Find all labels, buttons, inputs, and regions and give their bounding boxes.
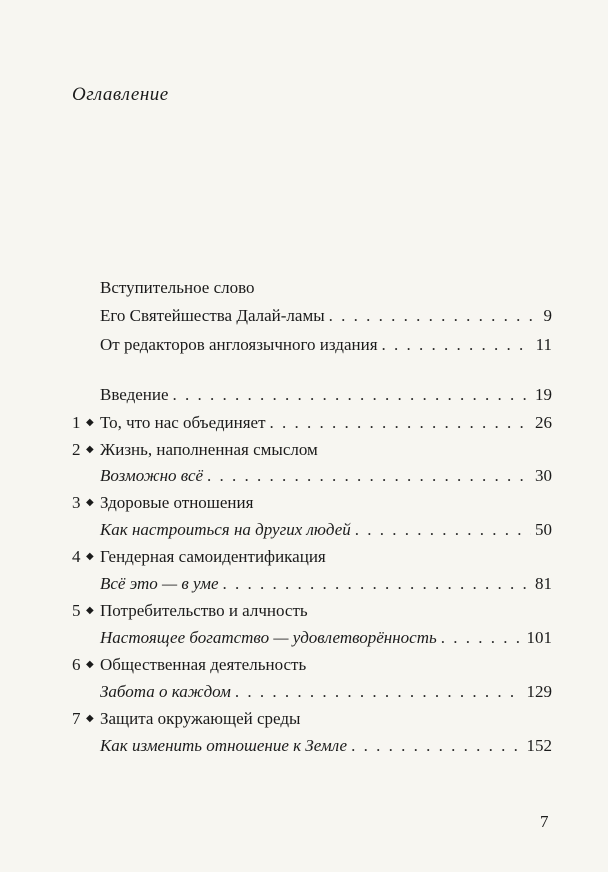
toc-entry-text: Введение bbox=[100, 385, 169, 404]
leader-dots bbox=[223, 572, 531, 596]
toc-page-number: 50 bbox=[535, 520, 552, 539]
toc-entry-chapter-4[interactable] bbox=[72, 572, 552, 596]
diamond-bullet-icon: ◆ bbox=[86, 713, 94, 724]
toc-page-number: 19 bbox=[535, 385, 552, 404]
diamond-bullet-icon: ◆ bbox=[86, 444, 94, 455]
toc-entry-chapter-2-title bbox=[72, 438, 552, 462]
chapter-number: 4 bbox=[72, 547, 81, 566]
toc-entry-text: От редакторов англоязычного издания bbox=[100, 335, 378, 354]
toc-entry-chapter-7-title bbox=[72, 707, 552, 731]
chapter-number: 5 bbox=[72, 601, 81, 620]
chapter-title: Жизнь, наполненная смыслом bbox=[100, 440, 318, 459]
chapter-number: 3 bbox=[72, 493, 81, 512]
diamond-bullet-icon: ◆ bbox=[86, 659, 94, 670]
toc-entry-chapter-3[interactable] bbox=[72, 518, 552, 542]
toc-page-number: 129 bbox=[526, 682, 552, 701]
leader-dots bbox=[351, 734, 522, 758]
toc-entry-chapter-6-title bbox=[72, 653, 552, 677]
chapter-subtitle: Всё это — в уме bbox=[100, 574, 219, 593]
leader-dots bbox=[329, 304, 540, 328]
toc-entry-text: Его Святейшества Далай-ламы bbox=[100, 306, 325, 325]
leader-dots bbox=[173, 383, 531, 407]
toc-page-number: 101 bbox=[526, 628, 552, 647]
chapter-title: Защита окружающей среды bbox=[100, 709, 301, 728]
chapter-subtitle: Как изменить отношение к Земле bbox=[100, 736, 348, 755]
toc-entry-text: Вступительное слово bbox=[100, 278, 255, 297]
chapter-subtitle: Возможно всё bbox=[100, 466, 204, 485]
chapter-title: Здоровые отношения bbox=[100, 493, 254, 512]
diamond-bullet-icon: ◆ bbox=[86, 497, 94, 508]
leader-dots bbox=[207, 464, 531, 488]
chapter-subtitle: Как настроиться на других людей bbox=[100, 520, 351, 539]
chapter-number: 6 bbox=[72, 655, 81, 674]
toc-entry-chapter-6[interactable] bbox=[72, 680, 552, 704]
page-number: 7 bbox=[540, 812, 549, 831]
leader-dots bbox=[235, 680, 523, 704]
toc-entry-chapter-3-title bbox=[72, 491, 552, 515]
toc-page-number: 11 bbox=[535, 335, 552, 354]
toc-entry-chapter-2[interactable] bbox=[72, 464, 552, 488]
toc-entry-chapter-5-title bbox=[72, 599, 552, 623]
chapter-subtitle: Настоящее богатство — удовлетворённость bbox=[100, 628, 437, 647]
toc-entry-introduction[interactable] bbox=[72, 383, 552, 407]
leader-dots bbox=[441, 626, 523, 650]
chapter-subtitle: Забота о каждом bbox=[100, 682, 231, 701]
leader-dots bbox=[355, 518, 531, 542]
chapter-title: Гендерная самоидентификация bbox=[100, 547, 326, 566]
toc-entry-foreword-line1 bbox=[72, 276, 552, 300]
toc-entry-chapter-7[interactable] bbox=[72, 734, 552, 758]
toc-page-number: 152 bbox=[526, 736, 552, 755]
toc-entry-chapter-1[interactable] bbox=[72, 411, 552, 435]
chapter-title: Потребительство и алчность bbox=[100, 601, 308, 620]
toc-entry-chapter-5[interactable] bbox=[72, 626, 552, 650]
chapter-number: 2 bbox=[72, 440, 81, 459]
toc-page-number: 9 bbox=[543, 306, 552, 325]
chapter-title: То, что нас объединяет bbox=[100, 413, 266, 432]
toc-page-number: 26 bbox=[535, 413, 552, 432]
chapter-number: 1 bbox=[72, 413, 81, 432]
leader-dots bbox=[382, 333, 532, 357]
toc-heading: Оглавление bbox=[72, 84, 169, 105]
diamond-bullet-icon: ◆ bbox=[86, 417, 94, 428]
toc-entry-editors[interactable] bbox=[72, 333, 552, 357]
chapter-number: 7 bbox=[72, 709, 81, 728]
chapter-title: Общественная деятельность bbox=[100, 655, 307, 674]
toc-entry-foreword[interactable] bbox=[72, 304, 552, 328]
toc-entry-chapter-4-title bbox=[72, 545, 552, 569]
diamond-bullet-icon: ◆ bbox=[86, 551, 94, 562]
leader-dots bbox=[270, 411, 531, 435]
toc-page-number: 81 bbox=[535, 574, 552, 593]
diamond-bullet-icon: ◆ bbox=[86, 605, 94, 616]
toc-page-number: 30 bbox=[535, 466, 552, 485]
